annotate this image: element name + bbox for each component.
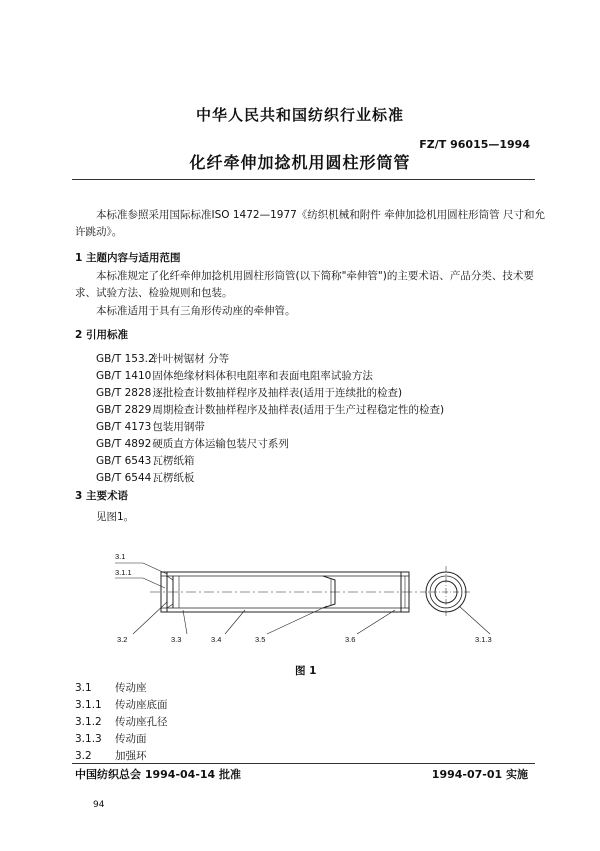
reference-item: GB/T 6543 瓦楞纸箱 bbox=[96, 455, 195, 467]
section-3-heading: 3 主要术语 bbox=[75, 490, 128, 502]
reference-item: GB/T 153.2 针叶树锯材 分等 bbox=[96, 353, 230, 365]
label-3-6: 3.6 bbox=[345, 635, 356, 644]
term-item: 3.1.2 传动座孔径 bbox=[75, 716, 168, 728]
tube-diagram bbox=[95, 540, 505, 655]
issuing-organization: 中华人民共和国纺织行业标准 bbox=[195, 106, 404, 124]
term-list bbox=[75, 680, 168, 765]
reference-item: GB/T 2829 周期检查计数抽样程序及抽样表(适用于生产过程稳定性的检查) bbox=[96, 404, 445, 416]
reference-item: GB/T 4173 包装用钢带 bbox=[96, 421, 205, 433]
label-3-5: 3.5 bbox=[255, 635, 266, 644]
title-divider bbox=[72, 179, 535, 180]
document-title: 化纤牵伸加捻机用圆柱形筒管 bbox=[189, 153, 411, 172]
section-1-paragraph-2: 本标准适用于具有三角形传动座的牵伸管。 bbox=[96, 305, 296, 317]
term-item: 3.2 加强环 bbox=[75, 750, 147, 762]
section-1-heading: 1 主题内容与适用范围 bbox=[75, 252, 181, 264]
label-3-1-3: 3.1.3 bbox=[475, 635, 492, 644]
reference-item: GB/T 2828 逐批检查计数抽样程序及抽样表(适用于连续批的检查) bbox=[96, 387, 403, 399]
label-3-4: 3.4 bbox=[211, 635, 222, 644]
label-3-1: 3.1 bbox=[115, 552, 126, 561]
section-1-paragraph-1: 本标准规定了化纤牵伸加捻机用圆柱形筒管(以下简称"牵伸管")的主要术语、产品分类、技术要求、试验方法、检验规则和包装。 bbox=[75, 270, 534, 299]
term-item: 3.1.3 传动面 bbox=[75, 733, 147, 745]
reference-list bbox=[96, 351, 444, 487]
standard-number: FZ/T 96015—1994 bbox=[419, 138, 530, 151]
footer-divider bbox=[72, 763, 535, 764]
figure-caption: 图 1 bbox=[295, 665, 317, 677]
effective-date: 1994-07-01 实施 bbox=[431, 768, 528, 781]
term-item: 3.1.1 传动座底面 bbox=[75, 699, 168, 711]
label-3-2: 3.2 bbox=[117, 635, 128, 644]
label-3-1-1: 3.1.1 bbox=[115, 568, 132, 577]
reference-item: GB/T 4892 硬质直方体运输包装尺寸系列 bbox=[96, 438, 289, 450]
figure-reference: 见图1。 bbox=[96, 511, 135, 523]
label-3-3: 3.3 bbox=[171, 635, 182, 644]
approval-date: 中国纺织总会 1994-04-14 批准 bbox=[75, 768, 242, 781]
reference-item: GB/T 1410 固体绝缘材料体积电阻率和表面电阻率试验方法 bbox=[96, 370, 373, 382]
reference-item: GB/T 6544 瓦楞纸板 bbox=[96, 472, 195, 484]
term-item: 3.1 传动座 bbox=[75, 682, 147, 694]
intro-paragraph: 本标准参照采用国际标准ISO 1472—1977《纺织机械和附件 牵伸加捻机用圆柱形筒管 尺寸和允许跳动》。 bbox=[75, 209, 545, 238]
page-number: 94 bbox=[93, 800, 105, 810]
section-2-heading: 2 引用标准 bbox=[75, 329, 128, 341]
